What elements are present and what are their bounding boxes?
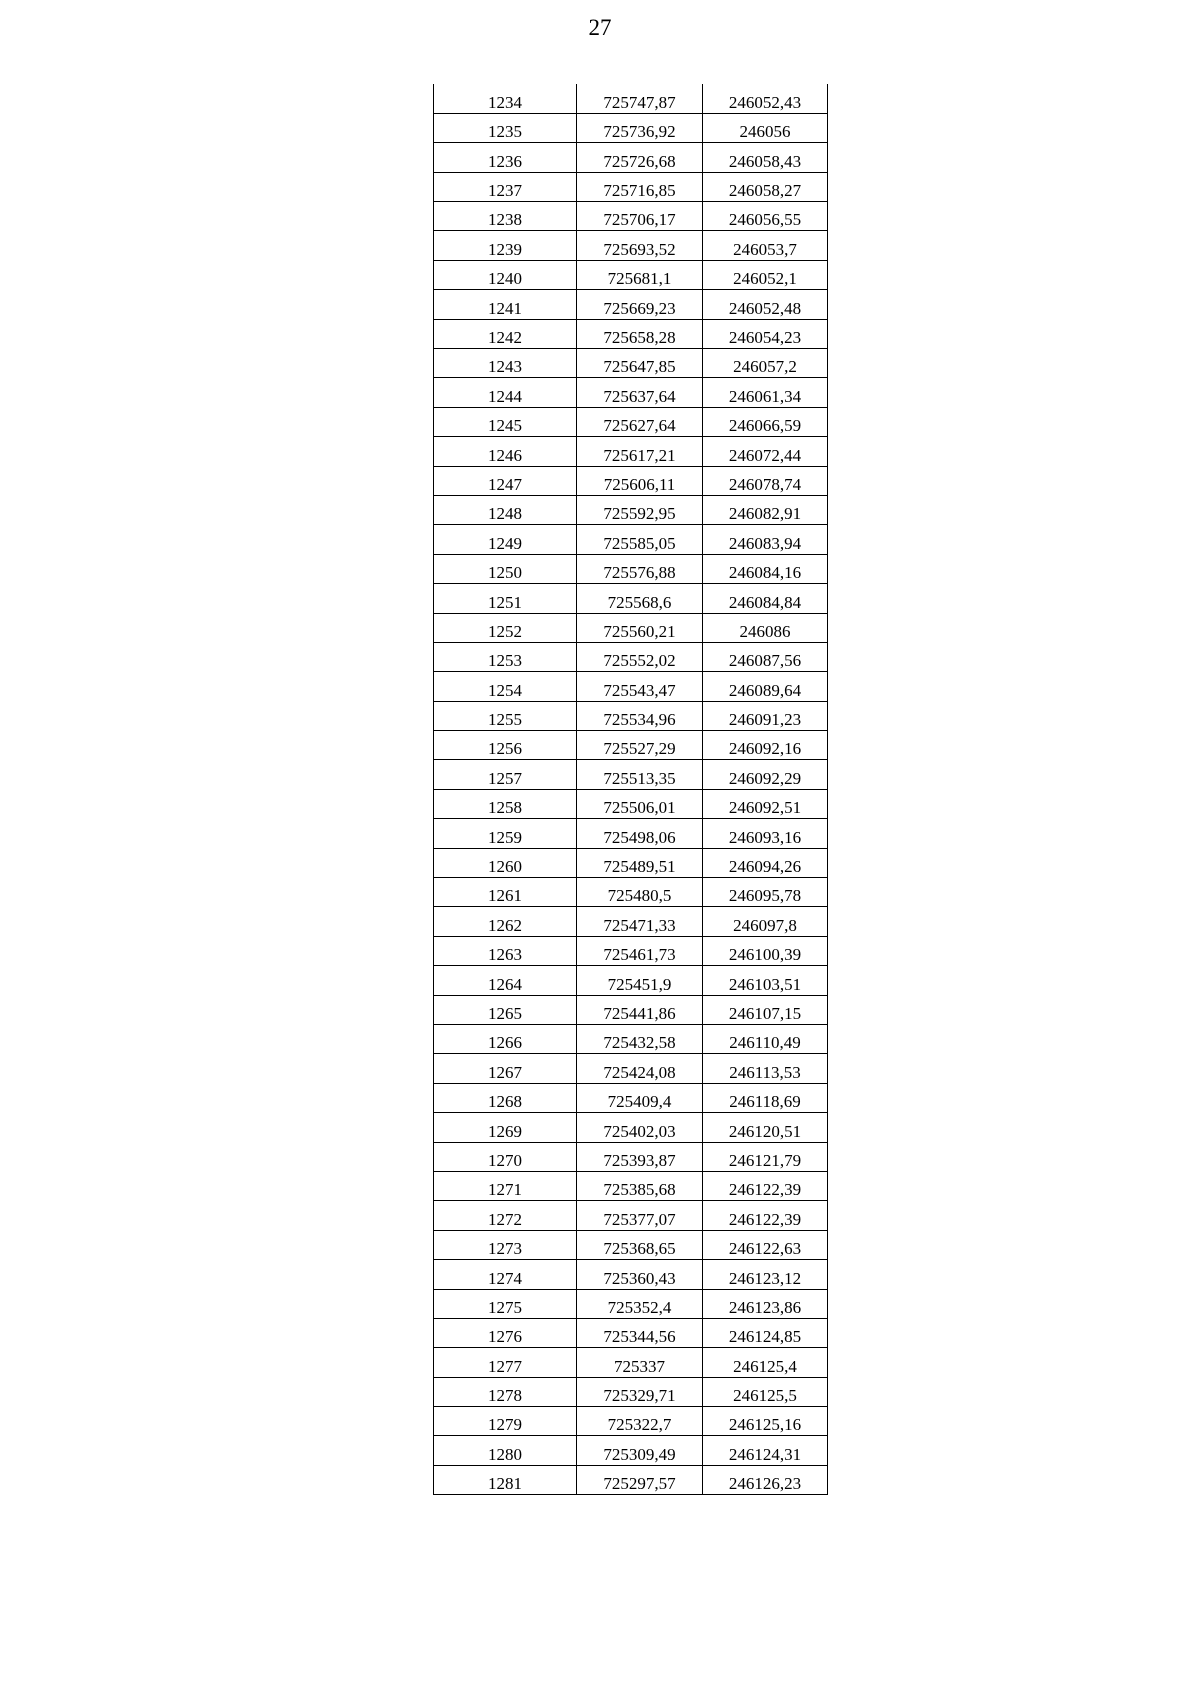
x-coordinate-cell: 725409,4 xyxy=(577,1083,703,1112)
x-coordinate-cell: 725527,29 xyxy=(577,731,703,760)
table-row xyxy=(434,1260,828,1289)
point-number-cell: 1265 xyxy=(434,995,577,1024)
x-coordinate-cell: 725513,35 xyxy=(577,760,703,789)
y-coordinate-cell: 246086 xyxy=(703,613,828,642)
x-coordinate-cell: 725498,06 xyxy=(577,819,703,848)
y-coordinate-cell: 246084,16 xyxy=(703,554,828,583)
table-row xyxy=(434,407,828,436)
table-row xyxy=(434,848,828,877)
point-number-cell: 1257 xyxy=(434,760,577,789)
x-coordinate-cell: 725560,21 xyxy=(577,613,703,642)
table-row xyxy=(434,1142,828,1171)
point-number-cell: 1241 xyxy=(434,290,577,319)
table-row xyxy=(434,113,828,142)
x-coordinate-cell: 725322,7 xyxy=(577,1407,703,1436)
point-number-cell: 1262 xyxy=(434,907,577,936)
y-coordinate-cell: 246125,16 xyxy=(703,1407,828,1436)
x-coordinate-cell: 725451,9 xyxy=(577,966,703,995)
y-coordinate-cell: 246095,78 xyxy=(703,878,828,907)
table-row xyxy=(434,819,828,848)
point-number-cell: 1269 xyxy=(434,1113,577,1142)
x-coordinate-cell: 725693,52 xyxy=(577,231,703,260)
table-row xyxy=(434,1025,828,1054)
x-coordinate-cell: 725637,64 xyxy=(577,378,703,407)
y-coordinate-cell: 246113,53 xyxy=(703,1054,828,1083)
y-coordinate-cell: 246056 xyxy=(703,113,828,142)
point-number-cell: 1243 xyxy=(434,349,577,378)
x-coordinate-cell: 725552,02 xyxy=(577,642,703,671)
y-coordinate-cell: 246053,7 xyxy=(703,231,828,260)
table-row xyxy=(434,878,828,907)
x-coordinate-cell: 725706,17 xyxy=(577,202,703,231)
x-coordinate-cell: 725627,64 xyxy=(577,407,703,436)
table-row xyxy=(434,319,828,348)
y-coordinate-cell: 246052,1 xyxy=(703,260,828,289)
table-row xyxy=(434,731,828,760)
point-number-cell: 1237 xyxy=(434,172,577,201)
point-number-cell: 1274 xyxy=(434,1260,577,1289)
point-number-cell: 1268 xyxy=(434,1083,577,1112)
table-row xyxy=(434,1377,828,1406)
point-number-cell: 1236 xyxy=(434,143,577,172)
point-number-cell: 1272 xyxy=(434,1201,577,1230)
x-coordinate-cell: 725441,86 xyxy=(577,995,703,1024)
x-coordinate-cell: 725506,01 xyxy=(577,789,703,818)
y-coordinate-cell: 246126,23 xyxy=(703,1465,828,1494)
y-coordinate-cell: 246121,79 xyxy=(703,1142,828,1171)
table-row xyxy=(434,172,828,201)
y-coordinate-cell: 246093,16 xyxy=(703,819,828,848)
x-coordinate-cell: 725385,68 xyxy=(577,1171,703,1200)
y-coordinate-cell: 246082,91 xyxy=(703,495,828,524)
y-coordinate-cell: 246089,64 xyxy=(703,672,828,701)
point-number-cell: 1242 xyxy=(434,319,577,348)
coordinates-table xyxy=(433,84,828,1495)
x-coordinate-cell: 725592,95 xyxy=(577,495,703,524)
table-row xyxy=(434,613,828,642)
y-coordinate-cell: 246123,12 xyxy=(703,1260,828,1289)
point-number-cell: 1253 xyxy=(434,642,577,671)
point-number-cell: 1256 xyxy=(434,731,577,760)
y-coordinate-cell: 246072,44 xyxy=(703,437,828,466)
y-coordinate-cell: 246124,85 xyxy=(703,1318,828,1347)
y-coordinate-cell: 246066,59 xyxy=(703,407,828,436)
y-coordinate-cell: 246118,69 xyxy=(703,1083,828,1112)
x-coordinate-cell: 725393,87 xyxy=(577,1142,703,1171)
x-coordinate-cell: 725647,85 xyxy=(577,349,703,378)
point-number-cell: 1250 xyxy=(434,554,577,583)
point-number-cell: 1248 xyxy=(434,495,577,524)
table-row xyxy=(434,349,828,378)
y-coordinate-cell: 246110,49 xyxy=(703,1025,828,1054)
x-coordinate-cell: 725534,96 xyxy=(577,701,703,730)
x-coordinate-cell: 725352,4 xyxy=(577,1289,703,1318)
point-number-cell: 1261 xyxy=(434,878,577,907)
point-number-cell: 1281 xyxy=(434,1465,577,1494)
x-coordinate-cell: 725329,71 xyxy=(577,1377,703,1406)
y-coordinate-cell: 246057,2 xyxy=(703,349,828,378)
point-number-cell: 1266 xyxy=(434,1025,577,1054)
coordinates-table-body xyxy=(434,84,828,1495)
table-row xyxy=(434,202,828,231)
x-coordinate-cell: 725726,68 xyxy=(577,143,703,172)
point-number-cell: 1259 xyxy=(434,819,577,848)
point-number-cell: 1267 xyxy=(434,1054,577,1083)
table-row xyxy=(434,466,828,495)
x-coordinate-cell: 725736,92 xyxy=(577,113,703,142)
table-row xyxy=(434,1230,828,1259)
point-number-cell: 1271 xyxy=(434,1171,577,1200)
x-coordinate-cell: 725471,33 xyxy=(577,907,703,936)
y-coordinate-cell: 246122,39 xyxy=(703,1171,828,1200)
point-number-cell: 1246 xyxy=(434,437,577,466)
y-coordinate-cell: 246125,5 xyxy=(703,1377,828,1406)
table-row xyxy=(434,789,828,818)
table-row xyxy=(434,260,828,289)
x-coordinate-cell: 725585,05 xyxy=(577,525,703,554)
y-coordinate-cell: 246061,34 xyxy=(703,378,828,407)
table-row xyxy=(434,231,828,260)
table-row xyxy=(434,1054,828,1083)
x-coordinate-cell: 725617,21 xyxy=(577,437,703,466)
table-row xyxy=(434,143,828,172)
point-number-cell: 1258 xyxy=(434,789,577,818)
point-number-cell: 1235 xyxy=(434,113,577,142)
x-coordinate-cell: 725568,6 xyxy=(577,584,703,613)
point-number-cell: 1238 xyxy=(434,202,577,231)
table-row xyxy=(434,760,828,789)
table-row xyxy=(434,437,828,466)
y-coordinate-cell: 246123,86 xyxy=(703,1289,828,1318)
table-row xyxy=(434,1171,828,1200)
point-number-cell: 1264 xyxy=(434,966,577,995)
table-row xyxy=(434,84,828,113)
y-coordinate-cell: 246092,29 xyxy=(703,760,828,789)
x-coordinate-cell: 725424,08 xyxy=(577,1054,703,1083)
y-coordinate-cell: 246103,51 xyxy=(703,966,828,995)
table-row xyxy=(434,966,828,995)
x-coordinate-cell: 725543,47 xyxy=(577,672,703,701)
x-coordinate-cell: 725309,49 xyxy=(577,1436,703,1465)
point-number-cell: 1273 xyxy=(434,1230,577,1259)
table-row xyxy=(434,907,828,936)
point-number-cell: 1245 xyxy=(434,407,577,436)
x-coordinate-cell: 725402,03 xyxy=(577,1113,703,1142)
table-row xyxy=(434,701,828,730)
y-coordinate-cell: 246058,27 xyxy=(703,172,828,201)
x-coordinate-cell: 725377,07 xyxy=(577,1201,703,1230)
x-coordinate-cell: 725658,28 xyxy=(577,319,703,348)
x-coordinate-cell: 725368,65 xyxy=(577,1230,703,1259)
point-number-cell: 1249 xyxy=(434,525,577,554)
y-coordinate-cell: 246084,84 xyxy=(703,584,828,613)
table-row xyxy=(434,554,828,583)
table-row xyxy=(434,672,828,701)
point-number-cell: 1234 xyxy=(434,84,577,113)
point-number-cell: 1260 xyxy=(434,848,577,877)
y-coordinate-cell: 246078,74 xyxy=(703,466,828,495)
table-row xyxy=(434,1436,828,1465)
table-row xyxy=(434,1201,828,1230)
page-number: 27 xyxy=(588,15,612,40)
point-number-cell: 1244 xyxy=(434,378,577,407)
y-coordinate-cell: 246083,94 xyxy=(703,525,828,554)
point-number-cell: 1276 xyxy=(434,1318,577,1347)
y-coordinate-cell: 246094,26 xyxy=(703,848,828,877)
point-number-cell: 1251 xyxy=(434,584,577,613)
table-row xyxy=(434,1113,828,1142)
table-row xyxy=(434,495,828,524)
x-coordinate-cell: 725297,57 xyxy=(577,1465,703,1494)
y-coordinate-cell: 246125,4 xyxy=(703,1348,828,1377)
y-coordinate-cell: 246100,39 xyxy=(703,936,828,965)
table-row xyxy=(434,1348,828,1377)
y-coordinate-cell: 246087,56 xyxy=(703,642,828,671)
x-coordinate-cell: 725489,51 xyxy=(577,848,703,877)
table-row xyxy=(434,584,828,613)
point-number-cell: 1252 xyxy=(434,613,577,642)
point-number-cell: 1240 xyxy=(434,260,577,289)
y-coordinate-cell: 246092,51 xyxy=(703,789,828,818)
table-row xyxy=(434,936,828,965)
table-row xyxy=(434,290,828,319)
table-row xyxy=(434,525,828,554)
x-coordinate-cell: 725461,73 xyxy=(577,936,703,965)
y-coordinate-cell: 246091,23 xyxy=(703,701,828,730)
point-number-cell: 1270 xyxy=(434,1142,577,1171)
y-coordinate-cell: 246052,48 xyxy=(703,290,828,319)
x-coordinate-cell: 725576,88 xyxy=(577,554,703,583)
y-coordinate-cell: 246124,31 xyxy=(703,1436,828,1465)
point-number-cell: 1254 xyxy=(434,672,577,701)
table-row xyxy=(434,1083,828,1112)
point-number-cell: 1277 xyxy=(434,1348,577,1377)
x-coordinate-cell: 725480,5 xyxy=(577,878,703,907)
x-coordinate-cell: 725747,87 xyxy=(577,84,703,113)
table-row xyxy=(434,642,828,671)
table-row xyxy=(434,1318,828,1347)
x-coordinate-cell: 725360,43 xyxy=(577,1260,703,1289)
y-coordinate-cell: 246052,43 xyxy=(703,84,828,113)
point-number-cell: 1275 xyxy=(434,1289,577,1318)
table-row xyxy=(434,1407,828,1436)
y-coordinate-cell: 246122,63 xyxy=(703,1230,828,1259)
x-coordinate-cell: 725681,1 xyxy=(577,260,703,289)
y-coordinate-cell: 246120,51 xyxy=(703,1113,828,1142)
x-coordinate-cell: 725669,23 xyxy=(577,290,703,319)
point-number-cell: 1239 xyxy=(434,231,577,260)
table-row xyxy=(434,1465,828,1494)
point-number-cell: 1279 xyxy=(434,1407,577,1436)
y-coordinate-cell: 246092,16 xyxy=(703,731,828,760)
point-number-cell: 1280 xyxy=(434,1436,577,1465)
y-coordinate-cell: 246122,39 xyxy=(703,1201,828,1230)
point-number-cell: 1263 xyxy=(434,936,577,965)
x-coordinate-cell: 725716,85 xyxy=(577,172,703,201)
y-coordinate-cell: 246054,23 xyxy=(703,319,828,348)
table-row xyxy=(434,378,828,407)
point-number-cell: 1255 xyxy=(434,701,577,730)
y-coordinate-cell: 246107,15 xyxy=(703,995,828,1024)
x-coordinate-cell: 725337 xyxy=(577,1348,703,1377)
table-row xyxy=(434,995,828,1024)
y-coordinate-cell: 246056,55 xyxy=(703,202,828,231)
y-coordinate-cell: 246097,8 xyxy=(703,907,828,936)
table-row xyxy=(434,1289,828,1318)
point-number-cell: 1247 xyxy=(434,466,577,495)
x-coordinate-cell: 725432,58 xyxy=(577,1025,703,1054)
y-coordinate-cell: 246058,43 xyxy=(703,143,828,172)
x-coordinate-cell: 725344,56 xyxy=(577,1318,703,1347)
x-coordinate-cell: 725606,11 xyxy=(577,466,703,495)
point-number-cell: 1278 xyxy=(434,1377,577,1406)
